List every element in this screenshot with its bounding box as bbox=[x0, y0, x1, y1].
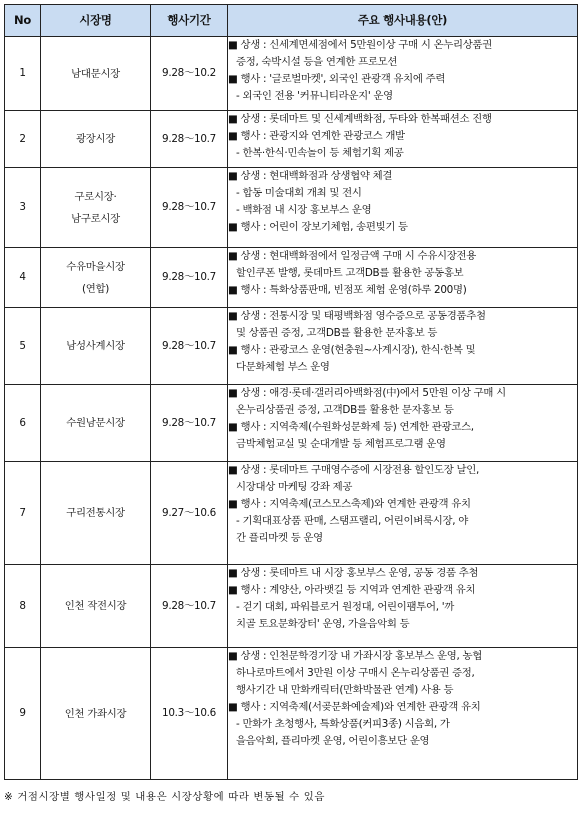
event-details bbox=[228, 565, 578, 648]
detail-bullet: ■ 행사 : 계양산, 아라뱃길 등 지역과 연계한 관광객 유치 bbox=[228, 584, 476, 596]
detail-bullet: ■ 상생 : 롯데마트 구매영수증에 시장전용 할인도장 날인, bbox=[228, 464, 479, 476]
detail-bullet: ■ 상생 : 현대백화점과 상생협약 체결 bbox=[228, 170, 393, 182]
market-name-line: 남성사계시장 bbox=[66, 340, 125, 352]
detail-continuation: 다문화체험 부스 운영 bbox=[236, 361, 330, 373]
table-row bbox=[5, 168, 578, 248]
detail-bullet: ■ 행사 : 관광코스 운영(현충원~사계시장), 한식·한복 및 bbox=[228, 344, 476, 356]
detail-continuation: 을음악회, 플리마켓 운영, 어린이흥보단 운영 bbox=[236, 735, 430, 747]
table-header-row bbox=[5, 5, 578, 37]
table-row bbox=[5, 111, 578, 168]
detail-subitem: - 백화점 내 시장 홍보부스 운영 bbox=[236, 204, 372, 216]
detail-continuation: 하나로마트에서 3만원 이상 구매시 온누리상품권 증정, bbox=[236, 667, 475, 679]
row-number: 6 bbox=[5, 385, 41, 462]
detail-continuation: 증정, 숙박시설 등을 연계한 프로모션 bbox=[236, 56, 398, 68]
header-period: 행사기간 bbox=[151, 5, 228, 37]
header-content: 주요 행사내용(안) bbox=[228, 5, 578, 37]
market-name-line: 수원남문시장 bbox=[66, 417, 125, 429]
table-row bbox=[5, 248, 578, 308]
event-details bbox=[228, 385, 578, 462]
row-number: 3 bbox=[5, 168, 41, 248]
table-row bbox=[5, 37, 578, 111]
market-name bbox=[41, 37, 151, 111]
event-details bbox=[228, 111, 578, 168]
event-period: 9.27～10.6 bbox=[151, 462, 228, 565]
market-name-line: (연합) bbox=[82, 282, 109, 295]
event-period: 9.28～10.7 bbox=[151, 111, 228, 168]
market-name-line: 남대문시장 bbox=[71, 67, 120, 80]
detail-bullet: ■ 상생 : 전통시장 및 태평백화점 영수증으로 공동경품추첨 bbox=[228, 310, 486, 322]
event-period: 9.28～10.2 bbox=[151, 37, 228, 111]
row-number: 7 bbox=[5, 462, 41, 565]
detail-subitem: - 만화가 초청행사, 특화상품(커피3종) 시음회, 가 bbox=[236, 718, 450, 730]
market-name bbox=[41, 248, 151, 308]
footnote: ※ 거점시장별 행사일정 및 내용은 시장상황에 따라 변동될 수 있음 bbox=[4, 791, 326, 803]
detail-bullet: ■ 상생 : 신세계면세점에서 5만원이상 구매 시 온누리상품권 bbox=[228, 39, 493, 51]
market-name-line: 구로시장· bbox=[74, 190, 117, 203]
detail-continuation: 할인쿠폰 발행, 롯데마트 고객DB를 활용한 공동홍보 bbox=[236, 267, 464, 279]
row-number: 5 bbox=[5, 308, 41, 385]
table-row bbox=[5, 462, 578, 565]
detail-subitem: - 기획대표상품 판매, 스탬프랠리, 어린이벼룩시장, 야 bbox=[236, 515, 468, 527]
detail-subitem: - 외국인 전용 '커뮤니티라운지' 운영 bbox=[236, 90, 393, 102]
detail-continuation: 및 상품권 증정, 고객DB를 활용한 문자홍보 등 bbox=[236, 327, 438, 339]
market-name bbox=[41, 385, 151, 462]
detail-subitem: - 합동 미술대회 개최 및 전시 bbox=[236, 187, 362, 199]
market-events-table bbox=[4, 4, 578, 780]
market-name-line: 인천 작전시장 bbox=[64, 600, 127, 612]
table-row bbox=[5, 565, 578, 648]
market-name bbox=[41, 565, 151, 648]
event-details bbox=[228, 248, 578, 308]
market-name-line: 광장시장 bbox=[76, 133, 115, 145]
market-name bbox=[41, 648, 151, 780]
detail-bullet: ■ 행사 : '글로벌마켓', 외국인 관광객 유치에 주력 bbox=[228, 73, 446, 85]
detail-bullet: ■ 행사 : 지역축제(수원화성문화제 등) 연계한 관광코스, bbox=[228, 421, 474, 433]
detail-continuation: 행사기간 내 만화캐릭터(만화박물관 연계) 사용 등 bbox=[236, 684, 454, 696]
detail-bullet: ■ 상생 : 현대백화점에서 일정금액 구매 시 수유시장전용 bbox=[228, 250, 476, 262]
detail-continuation: 간 플리마켓 등 운영 bbox=[236, 532, 323, 544]
row-number: 1 bbox=[5, 37, 41, 111]
row-number: 2 bbox=[5, 111, 41, 168]
row-number: 4 bbox=[5, 248, 41, 308]
table-body bbox=[5, 37, 578, 780]
detail-bullet: ■ 행사 : 지역축제(서곶문화예술제)와 연계한 관광객 유치 bbox=[228, 701, 481, 713]
market-name-line: 구리전통시장 bbox=[66, 507, 125, 519]
detail-bullet: ■ 행사 : 지역축제(코스모스축제)와 연계한 관광객 유치 bbox=[228, 498, 471, 510]
detail-continuation: 치골 토요문화장터' 운영, 가을음악회 등 bbox=[236, 618, 410, 630]
detail-continuation: 온누리상품권 증정, 고객DB를 활용한 문자홍보 등 bbox=[236, 404, 454, 416]
row-number: 9 bbox=[5, 648, 41, 780]
event-period: 9.28～10.7 bbox=[151, 385, 228, 462]
event-period: 9.28～10.7 bbox=[151, 248, 228, 308]
event-period: 9.28～10.7 bbox=[151, 308, 228, 385]
detail-bullet: ■ 상생 : 롯데마트 및 신세계백화점, 두타와 한복패션소 진행 bbox=[228, 113, 492, 125]
table-row bbox=[5, 308, 578, 385]
event-details bbox=[228, 648, 578, 780]
detail-subitem: - 한복·한식·민속놀이 등 체험기획 제공 bbox=[236, 147, 404, 159]
event-period: 9.28～10.7 bbox=[151, 565, 228, 648]
market-name bbox=[41, 111, 151, 168]
event-period: 9.28～10.7 bbox=[151, 168, 228, 248]
header-market: 시장명 bbox=[41, 5, 151, 37]
event-details bbox=[228, 37, 578, 111]
table-row bbox=[5, 648, 578, 780]
header-no: No bbox=[5, 5, 41, 37]
market-name-line: 남구로시장 bbox=[71, 212, 120, 225]
detail-bullet: ■ 행사 : 특화상품판매, 빈점포 체험 운영(하루 200명) bbox=[228, 284, 467, 296]
detail-bullet: ■ 상생 : 롯데마트 내 시장 홍보부스 운영, 공동 경품 추첨 bbox=[228, 567, 479, 579]
market-name bbox=[41, 168, 151, 248]
detail-subitem: - 걷기 대회, 파워블로거 원정대, 어린이팸투어, '까 bbox=[236, 601, 455, 613]
detail-continuation: 시장대상 마케팅 강좌 제공 bbox=[236, 481, 353, 493]
detail-bullet: ■ 행사 : 관광지와 연계한 관광코스 개발 bbox=[228, 130, 405, 142]
table-row bbox=[5, 385, 578, 462]
event-details bbox=[228, 308, 578, 385]
detail-bullet: ■ 상생 : 인천문학경기장 내 가좌시장 홍보부스 운영, 농협 bbox=[228, 650, 482, 662]
market-name bbox=[41, 308, 151, 385]
document bbox=[4, 4, 577, 803]
row-number: 8 bbox=[5, 565, 41, 648]
event-details bbox=[228, 168, 578, 248]
event-period: 10.3～10.6 bbox=[151, 648, 228, 780]
market-name-line: 수유마을시장 bbox=[66, 260, 125, 273]
detail-bullet: ■ 행사 : 어린이 장보기체험, 송편빚기 등 bbox=[228, 221, 408, 233]
detail-bullet: ■ 상생 : 애경·롯데·갤러리아백화점(中)에서 5만원 이상 구매 시 bbox=[228, 387, 506, 399]
detail-continuation: 금박체험교실 및 순대개발 등 체험프로그램 운영 bbox=[236, 438, 446, 450]
market-name bbox=[41, 462, 151, 565]
event-details bbox=[228, 462, 578, 565]
market-name-line: 인천 가좌시장 bbox=[64, 707, 127, 720]
